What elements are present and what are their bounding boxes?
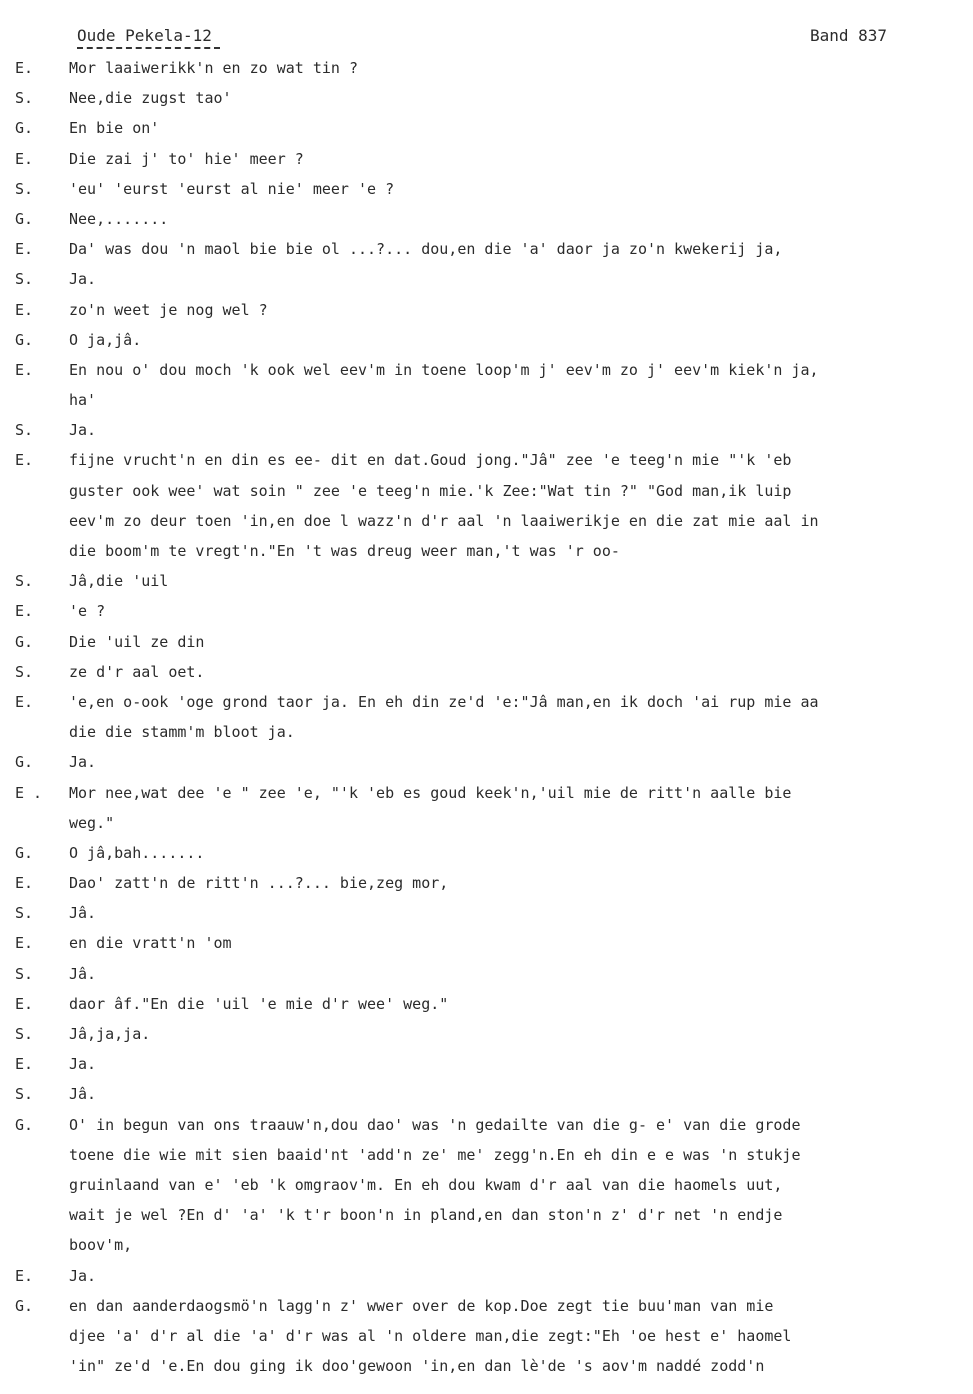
utterance-text: Jâ.	[69, 904, 97, 923]
speaker-label: S.	[15, 904, 34, 923]
speaker-label: G.	[15, 632, 34, 651]
transcript-line	[0, 872, 973, 902]
transcript-line	[0, 1023, 973, 1053]
utterance-text: eev'm zo deur toen 'in,en doe l wazz'n d'r aal 'n laaiwerikje en die zat mie aal in	[69, 511, 819, 530]
transcript-line	[0, 117, 973, 147]
transcript-line	[0, 1234, 973, 1264]
utterance-text: boov'm,	[69, 1236, 133, 1255]
transcript-lines	[0, 57, 973, 1385]
transcript-line	[0, 480, 973, 510]
utterance-text: O jâ,bah.......	[69, 843, 205, 862]
transcript-line	[0, 510, 973, 540]
utterance-text: Ja.	[69, 270, 97, 289]
speaker-label: G.	[15, 330, 34, 349]
speaker-label: S.	[15, 89, 34, 108]
utterance-text: weg."	[69, 813, 115, 832]
speaker-label: E .	[15, 783, 43, 802]
utterance-text: Jâ.	[69, 964, 97, 983]
utterance-text: 'eu' 'eurst 'eurst al nie' meer 'e ?	[69, 179, 395, 198]
utterance-text: toene die wie mit sien baaid'nt 'add'n ze' me' zegg'n.En eh din e e was 'n stukje	[69, 1145, 801, 1164]
document-title	[77, 26, 212, 45]
utterance-text: die boom'm te vregt'n."En 't was dreug weer man,'t was 'r oo-	[69, 542, 620, 560]
transcript-line	[0, 812, 973, 842]
transcript-line	[0, 1355, 973, 1385]
speaker-label: E.	[15, 300, 34, 319]
tape-number: Band 837	[810, 26, 888, 45]
speaker-label: S.	[15, 1025, 34, 1043]
speaker-label: S.	[15, 270, 34, 289]
utterance-text: O ja,jâ.	[69, 330, 142, 349]
speaker-label: S.	[15, 662, 34, 681]
transcript-line	[0, 1265, 973, 1295]
transcript-line	[0, 148, 973, 178]
transcript-line	[0, 600, 973, 630]
speaker-label: G.	[15, 1115, 34, 1134]
utterance-text: gruinlaand van e' 'eb 'k omgraov'm. En eh dou kwam d'r aal van die haomels uut,	[69, 1175, 783, 1194]
transcript-line	[0, 751, 973, 781]
utterance-text: Die 'uil ze din	[69, 632, 205, 651]
speaker-label: E.	[15, 1055, 34, 1074]
transcript-line	[0, 570, 973, 600]
utterance-text: djee 'a' d'r al die 'a' d'r was al 'n oldere man,die zegt:"Eh 'oe hest e' haomel	[69, 1326, 792, 1345]
speaker-label: E.	[15, 59, 34, 77]
utterance-text: Die zai j' to' hie' meer ?	[69, 149, 304, 168]
transcript-line	[0, 932, 973, 962]
transcript-line	[0, 963, 973, 993]
transcript-line	[0, 842, 973, 872]
speaker-label: S.	[15, 1085, 34, 1104]
speaker-label: E.	[15, 451, 34, 470]
speaker-label: E.	[15, 934, 34, 953]
transcript-line	[0, 631, 973, 661]
utterance-text: 'in" ze'd 'e.En dou ging ik doo'gewoon 'in,en dan lè'de 's aov'm naddé zodd'n	[69, 1357, 765, 1376]
speaker-label: G.	[15, 1296, 34, 1315]
speaker-label: E.	[15, 874, 34, 893]
utterance-text: ze d'r aal oet.	[69, 662, 205, 681]
utterance-text: en dan aanderdaogsmö'n lagg'n z' wwer over de kop.Doe zegt tie buu'man van mie	[69, 1296, 774, 1315]
title-underline	[77, 47, 220, 49]
utterance-text: Jâ.	[69, 1085, 97, 1104]
utterance-text: 'e,en o-ook 'oge grond taor ja. En eh din ze'd 'e:"Jâ man,en ik doch 'ai rup mie aa	[69, 692, 819, 711]
utterance-text: Dao' zatt'n de ritt'n ...?... bie,zeg mor,	[69, 874, 449, 893]
transcript-line	[0, 691, 973, 721]
utterance-text: guster ook wee' wat soin " zee 'e teeg'n mie.'k Zee:"Wat tin ?" "God man,ik luip	[69, 481, 792, 500]
speaker-label: E.	[15, 1266, 34, 1285]
speaker-label: G.	[15, 843, 34, 862]
transcript-line	[0, 782, 973, 812]
transcript-line	[0, 87, 973, 117]
transcript-line	[0, 661, 973, 691]
utterance-text: Ja.	[69, 1266, 97, 1285]
speaker-label: G.	[15, 209, 34, 228]
utterance-text: wait je wel ?En d' 'a' 'k t'r boon'n in pland,en dan ston'n z' d'r net 'n endje	[69, 1206, 783, 1225]
speaker-label: E.	[15, 994, 34, 1013]
transcript-line	[0, 1204, 973, 1234]
transcript-line	[0, 57, 973, 87]
utterance-text: O' in begun van ons traauw'n,dou dao' was 'n gedailte van die g- e' van die grode	[69, 1115, 801, 1134]
transcript-line	[0, 1114, 973, 1144]
utterance-text: Ja.	[69, 753, 97, 772]
transcript-line	[0, 389, 973, 419]
utterance-text: die die stamm'm bloot ja.	[69, 723, 295, 742]
utterance-text: Nee,die zugst tao'	[69, 89, 232, 108]
document-title-text: Oude Pekela-12	[77, 26, 212, 45]
speaker-label: E.	[15, 692, 34, 711]
utterance-text: Nee,.......	[69, 209, 169, 228]
transcript-line	[0, 329, 973, 359]
transcript-line	[0, 1325, 973, 1355]
utterance-text: Da' was dou 'n maol bie bie ol ...?... dou,en die 'a' daor ja zo'n kwekerij ja,	[69, 240, 783, 259]
speaker-label: S.	[15, 964, 34, 983]
transcript-line	[0, 359, 973, 389]
speaker-label: E.	[15, 360, 34, 379]
transcript-line	[0, 1083, 973, 1113]
speaker-label: E.	[15, 602, 34, 621]
speaker-label: S.	[15, 179, 34, 198]
transcript-line	[0, 993, 973, 1023]
utterance-text: Ja.	[69, 421, 97, 440]
transcript-line	[0, 540, 973, 570]
transcript-line	[0, 178, 973, 208]
utterance-text: Jâ,ja,ja.	[69, 1025, 151, 1043]
transcript-line	[0, 902, 973, 932]
utterance-text: fijne vrucht'n en din es ee- dit en dat.Goud jong."Jâ" zee 'e teeg'n mie "'k 'eb	[69, 451, 792, 470]
speaker-label: S.	[15, 572, 34, 591]
transcript-line	[0, 1053, 973, 1083]
transcript-line	[0, 721, 973, 751]
transcript-line	[0, 1295, 973, 1325]
speaker-label: E.	[15, 149, 34, 168]
utterance-text: ha'	[69, 391, 97, 410]
utterance-text: En bie on'	[69, 119, 160, 138]
utterance-text: Mor nee,wat dee 'e " zee 'e, "'k 'eb es goud keek'n,'uil mie de ritt'n aalle bie	[69, 783, 792, 802]
speaker-label: S.	[15, 421, 34, 440]
utterance-text: Jâ,die 'uil	[69, 572, 169, 591]
utterance-text: zo'n weet je nog wel ?	[69, 300, 268, 319]
speaker-label: G.	[15, 119, 34, 138]
transcript-line	[0, 238, 973, 268]
transcript-line	[0, 449, 973, 479]
transcript-line	[0, 1174, 973, 1204]
transcript-line	[0, 268, 973, 298]
transcript-line	[0, 1144, 973, 1174]
speaker-label: G.	[15, 753, 34, 772]
utterance-text: Ja.	[69, 1055, 97, 1074]
utterance-text: en die vratt'n 'om	[69, 934, 232, 953]
utterance-text: 'e ?	[69, 602, 106, 621]
utterance-text: daor âf."En die 'uil 'e mie d'r wee' weg."	[69, 994, 449, 1013]
transcript-line	[0, 208, 973, 238]
utterance-text: En nou o' dou moch 'k ook wel eev'm in toene loop'm j' eev'm zo j' eev'm kiek'n ja,	[69, 360, 819, 379]
transcript-line	[0, 419, 973, 449]
speaker-label: E.	[15, 240, 34, 259]
transcript-line	[0, 299, 973, 329]
utterance-text: Mor laaiwerikk'n en zo wat tin ?	[69, 59, 358, 77]
